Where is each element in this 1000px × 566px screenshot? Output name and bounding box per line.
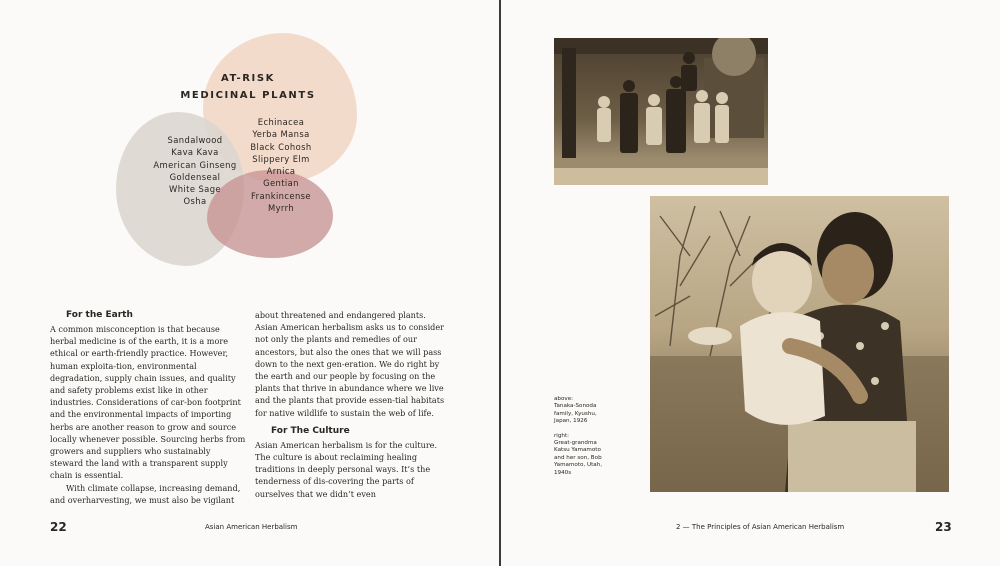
caption-line: 1940s [554,469,572,476]
venn-title [160,70,336,104]
caption-line: and her son, Bob [554,454,602,461]
venn-title-line1: AT-RISK [220,73,276,84]
caption-line: Tanaka-Sonoda [554,403,597,410]
family-photo-image [554,38,768,185]
section-heading-culture: For The Culture [271,425,350,436]
page-number-left: 22 [50,520,67,534]
plant-item: Echinacea [257,117,305,127]
plant-item: Sandalwood [167,135,223,145]
text-column-left [50,309,246,506]
running-head-right: 2 — The Principles of Asian American Herbalism [676,523,845,531]
plant-item: Yerba Mansa [252,129,310,140]
caption-line: family, Kyushu, [554,410,597,417]
plant-item: Kava Kava [171,147,219,158]
plant-item: Myrrh [267,203,295,214]
plant-list-right [226,116,336,214]
body-paragraph: Asian American herbalism is for the culture. The culture is about reclaiming healing traditions in deeply personal ways. It’s the tenderness of dis-covering the parts of ourselves that we didn’t even [255,439,438,499]
body-paragraph: about threatened and endangered plants. Asian American herbalism asks us to consider not only the plants and remedies of our ancestors, but also the ones that we will pass down to the next gen-eration. We do right by the earth and our people by focusing on the plants that thrive in abundance where we live and the plants that provide essen-tial habitats for native wildlife to sustain the web of life. [255,310,445,418]
plant-item: Frankincense [251,190,311,201]
plant-item: American Ginseng [153,159,237,170]
mother-baby-photo [650,196,949,492]
body-paragraph: With climate collapse, increasing demand, and overharvesting, we must also be vigilant [50,482,241,505]
plant-item: Slippery Elm [252,153,310,164]
venn-title-line2: MEDICINAL PLANTS [180,90,316,101]
plant-item: Black Cohosh [250,141,312,152]
caption-line: Katsu Yamamoto [554,447,601,454]
body-paragraph: A common misconception is that because herbal medicine is of the earth, it is a more ethical or earth-friendly practice. However, human exploita-tion, environmental degradation, supply chain issues, and quality and safety problems exist like in other industries. Considerations of car-bon footprint and the environmental impacts of importing herbs are another reason to grow and source locally whenever possible. Sourcing herbs from growers and suppliers who sustainably steward the land with a transparent supply chain is essential. [50,324,246,481]
plant-item: Gentian [263,178,299,189]
plant-item: Arnica [266,166,296,177]
caption-above-label: above: [554,396,574,402]
plant-item: White Sage [169,184,221,195]
running-head-left: Asian American Herbalism [205,523,298,531]
text-column-right [255,309,451,500]
photo-captions [554,396,644,477]
mother-baby-photo-image [650,196,949,492]
caption-right-label: right: [554,432,570,439]
section-heading-earth: For the Earth [66,310,133,320]
plant-item: Osha [183,196,207,207]
caption-line: Yamamoto, Utah, [554,462,603,469]
page-number-right: 23 [935,520,952,534]
caption-line: Great-grandma [554,440,597,447]
family-photo [554,38,768,185]
plant-item: Goldenseal [169,171,221,182]
caption-line: Japan, 1926 [554,418,588,425]
